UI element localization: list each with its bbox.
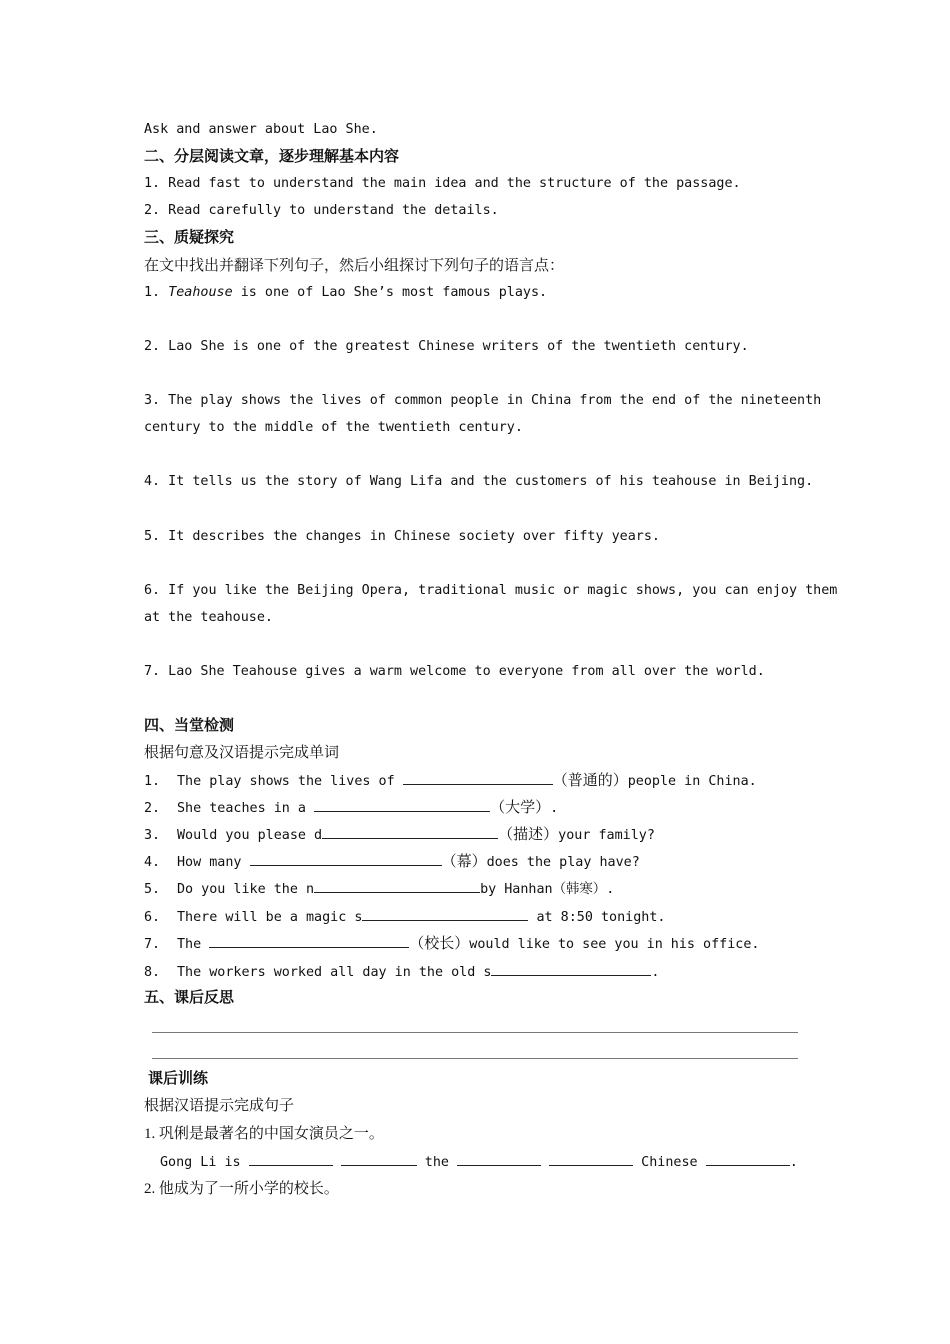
homework-question-1 <box>144 1123 384 1144</box>
sentence-3-line-1: 3. The play shows the lives of common people in China from the end of the nineteenth <box>144 393 822 408</box>
answer-text: . <box>789 1155 798 1170</box>
answer-blank[interactable] <box>403 770 553 785</box>
sentence-1-number: 1. <box>144 285 161 300</box>
reflection-line-1[interactable] <box>152 1032 798 1033</box>
question-chinese: 他成为了一所小学的校长。 <box>158 1179 339 1197</box>
sentence-6-line-1: 6. If you like the Beijing Opera, traditional music or magic shows, you can enjoy them <box>144 583 838 598</box>
section-4-heading: 四、当堂检测 <box>144 716 235 734</box>
sentence-7: 7. Lao She Teahouse gives a warm welcome to everyone from all over the world. <box>144 664 765 679</box>
exercise-hint: （描述） <box>498 825 559 843</box>
exercise-number: 1. <box>144 774 161 789</box>
exercise-text: There will be a magic s <box>177 910 363 925</box>
answer-blank[interactable] <box>706 1151 790 1166</box>
exercise-text: Would you please d <box>177 828 323 843</box>
exercise-number: 2. <box>144 801 161 816</box>
exercise-hint: （大学） <box>490 798 551 816</box>
exercise-number: 7. <box>144 937 161 952</box>
sentence-5: 5. It describes the changes in Chinese society over fifty years. <box>144 529 660 544</box>
section-2-item-2: 2. Read carefully to understand the details. <box>144 203 499 218</box>
question-number: 1. <box>144 1126 156 1142</box>
exercise-text: She teaches in a <box>177 801 315 816</box>
exercise-text: The workers worked all day in the old s <box>177 965 492 980</box>
sentence-3-line-2: century to the middle of the twentieth century. <box>144 420 523 435</box>
exercise-text: How many <box>177 855 250 870</box>
section-4-instruction: 根据句意及汉语提示完成单词 <box>144 743 340 761</box>
answer-blank[interactable] <box>322 824 498 839</box>
exercise-text-after: . <box>606 882 615 897</box>
exercise-hint: （幕） <box>441 852 487 870</box>
answer-blank[interactable] <box>249 1151 333 1166</box>
exercise-number: 5. <box>144 882 161 897</box>
exercise-text-after: . <box>651 965 660 980</box>
sentence-6-line-2: at the teahouse. <box>144 610 273 625</box>
answer-text: Gong Li is <box>160 1155 249 1170</box>
section-3-heading: 三、质疑探究 <box>144 228 235 246</box>
exercise-text-after: . <box>550 801 559 816</box>
exercise-item-6 <box>144 906 666 928</box>
sentence-1-rest: is one of Lao She’s most famous plays. <box>232 285 548 300</box>
exercise-text-after: people in China. <box>627 774 757 789</box>
section-3-instruction: 在文中找出并翻译下列句子，然后小组探讨下列句子的语言点： <box>144 256 565 274</box>
reflection-line-2[interactable] <box>152 1058 798 1059</box>
exercise-number: 8. <box>144 965 161 980</box>
exercise-text: The play shows the lives of <box>177 774 403 789</box>
exercise-number: 3. <box>144 828 161 843</box>
homework-answer-1 <box>160 1151 798 1173</box>
answer-blank[interactable] <box>314 797 490 812</box>
exercise-hint: （普通的） <box>552 771 628 789</box>
exercise-hint: by Hanhan（韩寒） <box>480 882 607 897</box>
answer-text: Chinese <box>633 1155 706 1170</box>
exercise-text: The <box>177 937 210 952</box>
exercise-text: Do you like the n <box>177 882 315 897</box>
sentence-1 <box>144 283 547 303</box>
homework-instruction: 根据汉语提示完成句子 <box>144 1096 295 1114</box>
sentence-2: 2. Lao She is one of the greatest Chinese writers of the twentieth century. <box>144 339 749 354</box>
homework-question-2 <box>144 1178 339 1199</box>
answer-blank[interactable] <box>491 961 651 976</box>
answer-text: the <box>416 1155 458 1170</box>
intro-line: Ask and answer about Lao She. <box>144 122 378 137</box>
exercise-item-5 <box>144 878 614 900</box>
exercise-number: 6. <box>144 910 161 925</box>
answer-blank[interactable] <box>362 906 528 921</box>
answer-blank[interactable] <box>314 878 480 893</box>
exercise-hint: （校长） <box>409 934 470 952</box>
section-5-heading: 五、课后反思 <box>144 988 235 1006</box>
exercise-text-after: does the play have? <box>486 855 640 870</box>
answer-blank[interactable] <box>209 933 409 948</box>
question-number: 2. <box>144 1181 156 1197</box>
section-2-heading: 二、分层阅读文章，逐步理解基本内容 <box>144 147 400 165</box>
answer-blank[interactable] <box>549 1151 633 1166</box>
sentence-4: 4. It tells us the story of Wang Lifa and the customers of his teahouse in Beijing. <box>144 474 814 489</box>
answer-blank[interactable] <box>457 1151 541 1166</box>
answer-blank[interactable] <box>250 851 442 866</box>
exercise-item-3 <box>144 824 655 846</box>
exercise-item-1 <box>144 770 757 792</box>
exercise-item-2 <box>144 797 558 819</box>
exercise-text-after: at 8:50 tonight. <box>528 910 666 925</box>
sentence-1-title: Teahouse <box>168 285 233 300</box>
exercise-text-after: your family? <box>558 828 655 843</box>
section-2-item-1: 1. Read fast to understand the main idea and the structure of the passage. <box>144 176 741 191</box>
exercise-item-4 <box>144 851 640 873</box>
exercise-text-after: would like to see you in his office. <box>469 937 760 952</box>
answer-blank[interactable] <box>341 1151 417 1166</box>
question-chinese: 巩俐是最著名的中国女演员之一。 <box>158 1124 384 1142</box>
homework-heading: 课后训练 <box>148 1069 209 1087</box>
exercise-item-8 <box>144 961 659 983</box>
exercise-number: 4. <box>144 855 161 870</box>
exercise-item-7 <box>144 933 760 955</box>
